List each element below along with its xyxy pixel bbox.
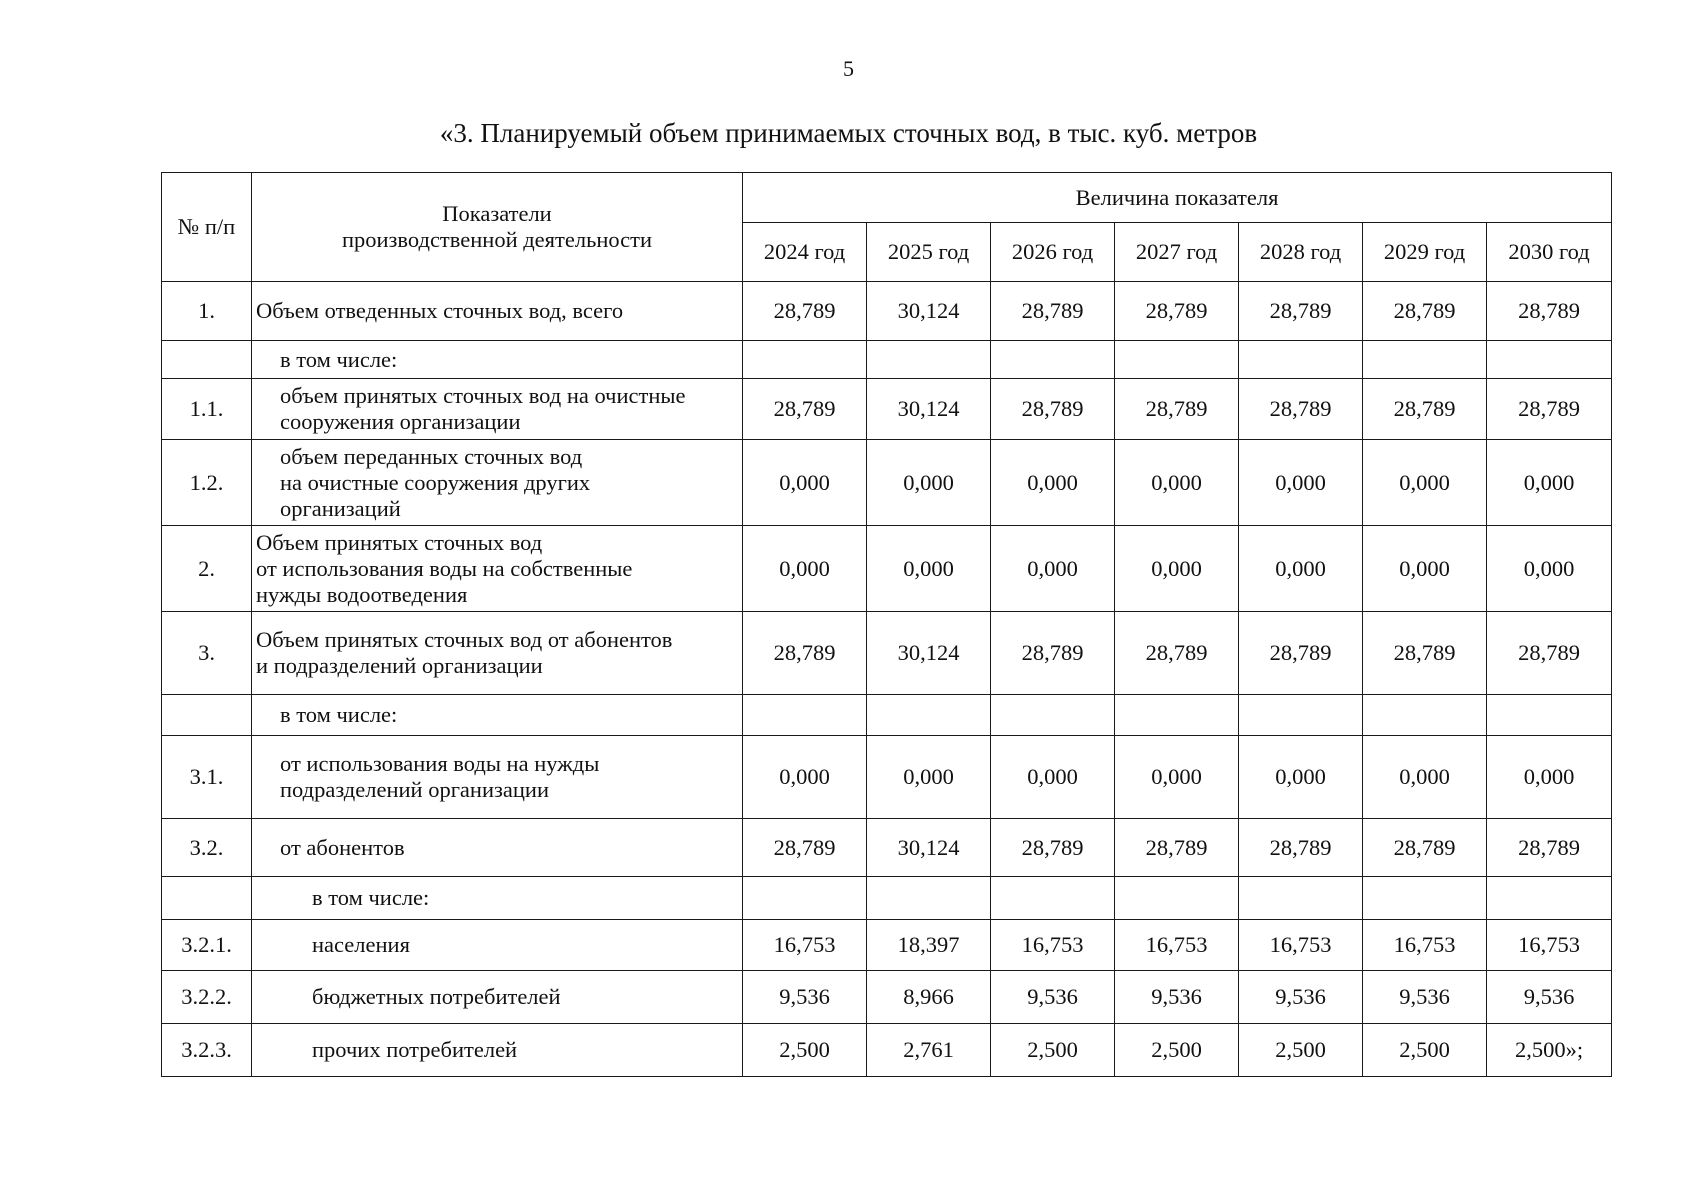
value-cell: 9,536 <box>1115 971 1239 1024</box>
value-cell: 28,789 <box>1239 612 1363 695</box>
table-row <box>162 379 1612 440</box>
value-cell <box>743 341 867 379</box>
value-cell: 2,761 <box>867 1024 991 1077</box>
value-cell <box>991 695 1115 736</box>
value-cell: 28,789 <box>743 282 867 341</box>
value-cell: 9,536 <box>743 971 867 1024</box>
row-indicator <box>252 341 743 379</box>
column-header-indicator-line: Показатели <box>442 201 552 226</box>
row-indicator <box>252 695 743 736</box>
row-number: 2. <box>162 526 252 612</box>
value-cell <box>1363 695 1487 736</box>
row-number: 1. <box>162 282 252 341</box>
row-indicator <box>252 1024 743 1077</box>
row-indicator <box>252 877 743 920</box>
row-indicator-line: от использования воды на собственные <box>256 555 633 581</box>
column-header-year: 2029 год <box>1363 223 1487 282</box>
table-row <box>162 819 1612 877</box>
value-cell <box>1239 341 1363 379</box>
value-cell: 28,789 <box>991 379 1115 440</box>
table-row <box>162 526 1612 612</box>
value-cell: 28,789 <box>1363 819 1487 877</box>
row-number: 3.2. <box>162 819 252 877</box>
value-cell: 0,000 <box>743 440 867 526</box>
value-cell: 2,500 <box>743 1024 867 1077</box>
row-indicator <box>252 282 743 341</box>
row-indicator-line: в том числе: <box>312 885 430 910</box>
table-row <box>162 877 1612 920</box>
column-header-indicator <box>252 173 743 282</box>
value-cell: 30,124 <box>867 612 991 695</box>
value-cell: 28,789 <box>1363 282 1487 341</box>
value-cell <box>1115 877 1239 920</box>
value-cell: 9,536 <box>1363 971 1487 1024</box>
row-indicator-line: Объем отведенных сточных вод, всего <box>256 298 624 323</box>
value-cell: 0,000 <box>1115 440 1239 526</box>
value-cell: 28,789 <box>1239 379 1363 440</box>
row-number: 3.2.3. <box>162 1024 252 1077</box>
value-cell <box>1115 695 1239 736</box>
value-cell: 0,000 <box>991 440 1115 526</box>
row-number: 3.2.1. <box>162 920 252 971</box>
column-header-year: 2025 год <box>867 223 991 282</box>
value-cell: 9,536 <box>991 971 1115 1024</box>
value-cell <box>1487 341 1612 379</box>
row-number <box>162 695 252 736</box>
value-cell <box>1239 877 1363 920</box>
value-cell: 2,500 <box>1115 1024 1239 1077</box>
value-cell: 0,000 <box>1487 736 1612 819</box>
value-cell: 28,789 <box>1239 282 1363 341</box>
table-row <box>162 341 1612 379</box>
value-cell: 18,397 <box>867 920 991 971</box>
value-cell: 2,500»; <box>1487 1024 1612 1077</box>
value-cell <box>991 877 1115 920</box>
value-cell: 30,124 <box>867 282 991 341</box>
table-row <box>162 1024 1612 1077</box>
row-indicator-line: в том числе: <box>280 346 398 372</box>
value-cell: 28,789 <box>1487 612 1612 695</box>
value-cell: 28,789 <box>1363 379 1487 440</box>
row-indicator-line: бюджетных потребителей <box>312 984 561 1009</box>
value-cell: 28,789 <box>743 612 867 695</box>
row-number: 1.1. <box>162 379 252 440</box>
value-cell <box>743 695 867 736</box>
indicators-table <box>161 172 1612 1077</box>
value-cell: 16,753 <box>743 920 867 971</box>
value-cell: 30,124 <box>867 379 991 440</box>
table-body <box>162 282 1612 1077</box>
row-indicator-line: объем переданных сточных вод <box>280 443 583 469</box>
column-header-indicator-line: производственной деятельности <box>341 227 653 252</box>
row-indicator-line: от абонентов <box>280 834 405 860</box>
value-cell: 28,789 <box>743 379 867 440</box>
value-cell: 0,000 <box>1239 736 1363 819</box>
value-cell: 0,000 <box>1115 526 1239 612</box>
value-cell: 28,789 <box>1487 282 1612 341</box>
page-number: 5 <box>843 56 854 81</box>
value-cell <box>743 877 867 920</box>
value-cell: 28,789 <box>1239 819 1363 877</box>
row-indicator-line: подразделений организации <box>280 777 550 802</box>
row-number <box>162 341 252 379</box>
row-number: 3. <box>162 612 252 695</box>
row-indicator <box>252 819 743 877</box>
value-cell: 0,000 <box>991 526 1115 612</box>
value-cell: 28,789 <box>743 819 867 877</box>
table-row <box>162 282 1612 341</box>
row-indicator <box>252 971 743 1024</box>
table-row <box>162 612 1612 695</box>
row-indicator-line: организаций <box>280 495 401 521</box>
column-header-number: № п/п <box>162 173 252 282</box>
row-indicator-line: на очистные сооружения других <box>280 469 591 495</box>
value-cell: 0,000 <box>1363 736 1487 819</box>
row-indicator <box>252 379 743 440</box>
row-indicator <box>252 526 743 612</box>
value-cell: 28,789 <box>991 282 1115 341</box>
value-cell: 0,000 <box>1363 526 1487 612</box>
column-header-year: 2030 год <box>1487 223 1612 282</box>
value-cell: 9,536 <box>1487 971 1612 1024</box>
row-indicator-line: и подразделений организации <box>256 653 543 678</box>
value-cell <box>1363 341 1487 379</box>
row-indicator-line: объем принятых сточных вод на очистные <box>280 383 686 408</box>
value-cell <box>1487 695 1612 736</box>
value-cell: 16,753 <box>1239 920 1363 971</box>
value-cell: 0,000 <box>1487 440 1612 526</box>
row-indicator-line: сооружения организации <box>280 409 521 434</box>
row-indicator-line: Объем принятых сточных вод от абонентов <box>256 627 673 652</box>
table-row <box>162 971 1612 1024</box>
value-cell <box>867 341 991 379</box>
value-cell <box>1115 341 1239 379</box>
value-cell <box>867 695 991 736</box>
value-cell: 0,000 <box>867 736 991 819</box>
table-row <box>162 440 1612 526</box>
value-cell <box>867 877 991 920</box>
column-header-year: 2024 год <box>743 223 867 282</box>
column-header-year: 2026 год <box>991 223 1115 282</box>
value-cell: 0,000 <box>1115 736 1239 819</box>
value-cell: 28,789 <box>1115 819 1239 877</box>
table-row <box>162 920 1612 971</box>
row-indicator-line: населения <box>312 932 410 957</box>
column-header-year: 2028 год <box>1239 223 1363 282</box>
value-cell: 28,789 <box>1487 379 1612 440</box>
value-cell: 16,753 <box>1487 920 1612 971</box>
value-cell: 8,966 <box>867 971 991 1024</box>
row-indicator <box>252 440 743 526</box>
value-cell: 16,753 <box>1363 920 1487 971</box>
value-cell: 0,000 <box>1363 440 1487 526</box>
value-cell: 0,000 <box>991 736 1115 819</box>
value-cell: 2,500 <box>1363 1024 1487 1077</box>
value-cell: 30,124 <box>867 819 991 877</box>
value-cell: 16,753 <box>1115 920 1239 971</box>
value-cell <box>1363 877 1487 920</box>
table-row <box>162 695 1612 736</box>
column-group-header: Величина показателя <box>743 173 1612 223</box>
value-cell: 0,000 <box>743 526 867 612</box>
row-number: 1.2. <box>162 440 252 526</box>
value-cell <box>1239 695 1363 736</box>
row-indicator <box>252 736 743 819</box>
value-cell: 0,000 <box>1239 440 1363 526</box>
value-cell: 28,789 <box>1115 379 1239 440</box>
value-cell: 28,789 <box>991 612 1115 695</box>
value-cell: 28,789 <box>1115 612 1239 695</box>
value-cell: 28,789 <box>1115 282 1239 341</box>
value-cell <box>991 341 1115 379</box>
row-number: 3.2.2. <box>162 971 252 1024</box>
value-cell <box>1487 877 1612 920</box>
value-cell: 16,753 <box>991 920 1115 971</box>
value-cell: 2,500 <box>1239 1024 1363 1077</box>
value-cell: 28,789 <box>991 819 1115 877</box>
row-indicator-line: Объем принятых сточных вод <box>256 529 543 555</box>
table-row <box>162 736 1612 819</box>
column-header-year: 2027 год <box>1115 223 1239 282</box>
row-indicator-line: в том числе: <box>280 702 398 727</box>
row-indicator <box>252 612 743 695</box>
row-number: 3.1. <box>162 736 252 819</box>
row-indicator-line: нужды водоотведения <box>256 581 468 607</box>
row-indicator-line: от использования воды на нужды <box>280 751 600 776</box>
row-number <box>162 877 252 920</box>
row-indicator-line: прочих потребителей <box>312 1037 518 1062</box>
value-cell: 0,000 <box>867 526 991 612</box>
value-cell: 9,536 <box>1239 971 1363 1024</box>
value-cell: 0,000 <box>867 440 991 526</box>
value-cell: 2,500 <box>991 1024 1115 1077</box>
value-cell: 0,000 <box>743 736 867 819</box>
table-title: «3. Планируемый объем принимаемых сточных вод, в тыс. куб. метров <box>439 118 1258 148</box>
value-cell: 0,000 <box>1239 526 1363 612</box>
value-cell: 0,000 <box>1487 526 1612 612</box>
value-cell: 28,789 <box>1487 819 1612 877</box>
value-cell: 28,789 <box>1363 612 1487 695</box>
row-indicator <box>252 920 743 971</box>
